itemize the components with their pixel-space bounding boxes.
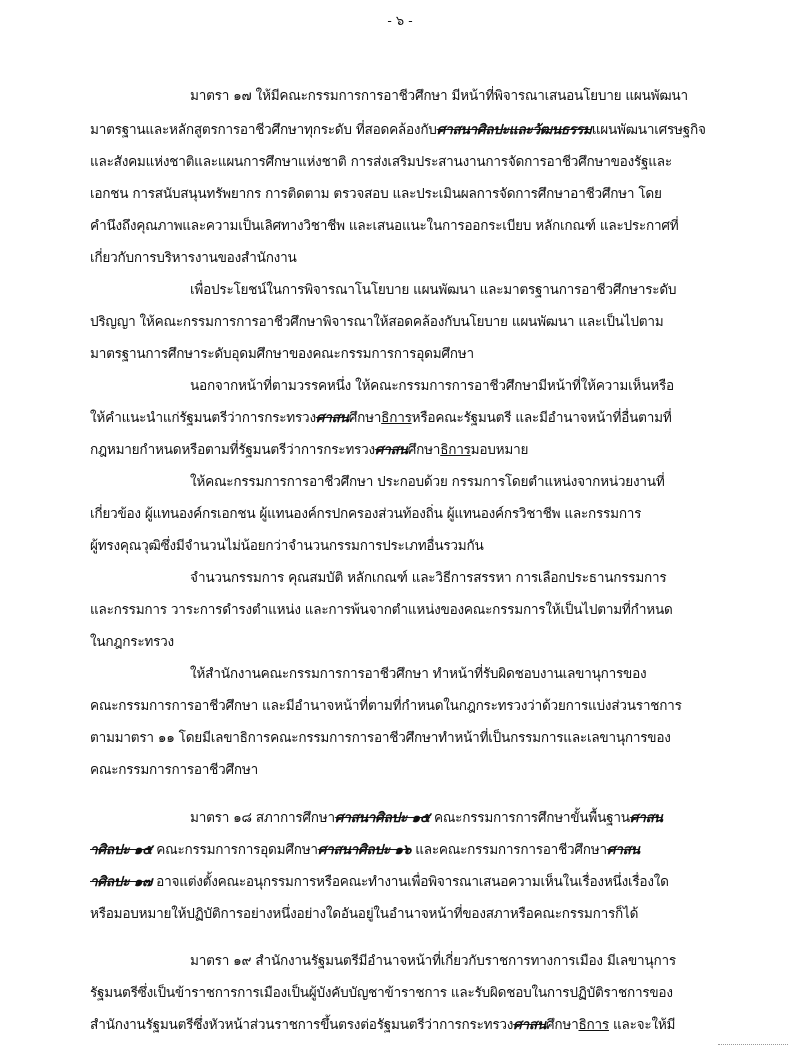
sec18-line-3: าศิลปะ ๑๗ อาจแต่งตั้งคณะอนุกรรมการหรือคณะทำงานเพื่อพิจารณาเสนอความเห็นในเรื่องหนึ่งเรื่องใด (90, 874, 669, 890)
sec17-line-2: มาตรฐานและหลักสูตรการอาชีวศึกษาทุกระดับ ที่สอดคล้องกับศาสนาศิลปะและวัฒนธรรมแผนพัฒนาเศรษฐกิจ (90, 122, 706, 138)
sec17-p6-line-1: ให้สำนักงานคณะกรรมการการอาชีวศึกษา ทำหน้าที่รับผิดชอบงานเลขานุการของ (190, 666, 647, 682)
sec18-line-2: าศิลปะ ๑๕ คณะกรรมการการอุดมศึกษาศาสนาศิลปะ ๑๖ และคณะกรรมการการอาชีวศึกษาศาสน (90, 842, 640, 858)
sec17-line-5: คำนึงถึงคุณภาพและความเป็นเลิศทางวิชาชีพ และเสนอแนะในการออกระเบียบ หลักเกณฑ์ และประกาศที่ (90, 218, 679, 234)
struck-text: ศาสน (374, 442, 408, 458)
sec17-p3-line-1: นอกจากหน้าที่ตามวรรคหนึ่ง ให้คณะกรรมการการอาชีวศึกษามีหน้าที่ให้ความเห็นหรือ (190, 378, 674, 394)
sec17-p4-line-2: เกี่ยวข้อง ผู้แทนองค์กรเอกชน ผู้แทนองค์กรปกครองส่วนท้องถิ่น ผู้แทนองค์กรวิชาชีพ และกรรมการ (90, 506, 642, 522)
sec18-line-4: หรือมอบหมายให้ปฏิบัติการอย่างหนึ่งอย่างใดอันอยู่ในอำนาจหน้าที่ของสภาหรือคณะกรรมการก็ได้ (90, 906, 639, 922)
struck-text: ศาสนาศิลปะและวัฒนธรรม (436, 122, 592, 138)
sec17-p5-line-3: ในกฎกระทรวง (90, 634, 174, 650)
page-number: - ๖ - (387, 14, 413, 29)
sec19-line-2: รัฐมนตรีซึ่งเป็นข้าราชการการเมืองเป็นผู้บังคับบัญชาข้าราชการ และรับผิดชอบในการปฏิบัติราชการของ (90, 985, 673, 1001)
sec17-p4-line-1: ให้คณะกรรมการการอาชีวศึกษา ประกอบด้วย กรรมการโดยตำแหน่งจากหน่วยงานที่ (190, 474, 665, 490)
sec17-p2-line-3: มาตรฐานการศึกษาระดับอุดมศึกษาของคณะกรรมการการอุดมศึกษา (90, 346, 474, 362)
sec17-p6-line-4: คณะกรรมการการอาชีวศึกษา (90, 762, 258, 778)
underlined-text: ธิการ (578, 1017, 609, 1033)
sec19-line-1: มาตรา ๑๙ สำนักงานรัฐมนตรีมีอำนาจหน้าที่เกี่ยวกับราชการทางการเมือง มีเลขานุการ (190, 953, 676, 969)
sec17-p6-line-2: คณะกรรมการการอาชีวศึกษา และมีอำนาจหน้าที่ตามที่กำหนดในกฎกระทรวงว่าด้วยการแบ่งส่วนราชการ (90, 698, 682, 714)
struck-text: ศาสน (513, 1017, 547, 1033)
struck-text: ศาสน (606, 842, 640, 858)
struck-text: ศาสน (315, 410, 349, 426)
struck-text: ศาสน (629, 810, 663, 826)
sec17-p4-line-3: ผู้ทรงคุณวุฒิซึ่งมีจำนวนไม่น้อยกว่าจำนวนกรรมการประเภทอื่นรวมกัน (90, 538, 484, 554)
sec17-p3-line-3: กฎหมายกำหนดหรือตามที่รัฐมนตรีว่าการกระทรวงศาสนศึกษาธิการมอบหมาย (90, 442, 529, 458)
struck-text: ศาสนาศิลปะ ๑๖ (317, 842, 412, 858)
struck-text: ศาสนาศิลปะ ๑๕ (334, 810, 430, 826)
sec17-p2-line-1: เพื่อประโยชน์ในการพิจารณาโนโยบาย แผนพัฒนา และมาตรฐานการอาชีวศึกษาระดับ (190, 282, 677, 298)
underlined-text: ธิการ (381, 410, 412, 426)
sec17-line-1: มาตรา ๑๗ ให้มีคณะกรรมการการอาชีวศึกษา มีหน้าที่พิจารณาเสนอนโยบาย แผนพัฒนา (190, 88, 688, 104)
sec17-line-4: เอกชน การสนับสนุนทรัพยากร การติดตาม ตรวจสอบ และประเมินผลการจัดการศึกษาอาชีวศึกษา โดย (90, 186, 662, 202)
sec19-line-3: สำนักงานรัฐมนตรีซึ่งหัวหน้าส่วนราชการขึ้นตรงต่อรัฐมนตรีว่าการกระทรวงศาสนศึกษาธิการ และจะให้มี (90, 1017, 676, 1033)
sec17-p5-line-1: จำนวนกรรมการ คุณสมบัติ หลักเกณฑ์ และวิธีการสรรหา การเลือกประธานกรรมการ (190, 570, 667, 586)
sec17-line-6: เกี่ยวกับการบริหารงานของสำนักงาน (90, 250, 297, 266)
sec17-line-3: และสังคมแห่งชาติและแผนการศึกษาแห่งชาติ การส่งเสริมประสานงานการจัดการอาชีวศึกษาของรัฐและ (90, 154, 672, 170)
sec17-p6-line-3: ตามมาตรา ๑๑ โดยมีเลขาธิการคณะกรรมการการอาชีวศึกษาทำหน้าที่เป็นกรรมการและเลขานุการของ (90, 730, 671, 746)
underlined-text: ธิการ (440, 442, 471, 458)
struck-text: าศิลปะ ๑๗ (90, 874, 153, 890)
footer-mark (718, 1044, 788, 1051)
struck-text: าศิลปะ ๑๕ (90, 842, 153, 858)
sec18-line-1: มาตรา ๑๘ สภาการศึกษาศาสนาศิลปะ ๑๕ คณะกรรมการการศึกษาขั้นพื้นฐานศาสน (190, 810, 663, 826)
sec17-p3-line-2: ให้คำแนะนำแก่รัฐมนตรีว่าการกระทรวงศาสนศึกษาธิการหรือคณะรัฐมนตรี และมีอำนาจหน้าที่อื่นตามที่ (90, 410, 672, 426)
sec17-p5-line-2: และกรรมการ วาระการดำรงตำแหน่ง และการพ้นจากตำแหน่งของคณะกรรมการให้เป็นไปตามที่กำหนด (90, 602, 673, 618)
sec17-p2-line-2: ปริญญา ให้คณะกรรมการการอาชีวศึกษาพิจารณาให้สอดคล้องกับนโยบาย แผนพัฒนา และเป็นไปตาม (90, 314, 664, 330)
